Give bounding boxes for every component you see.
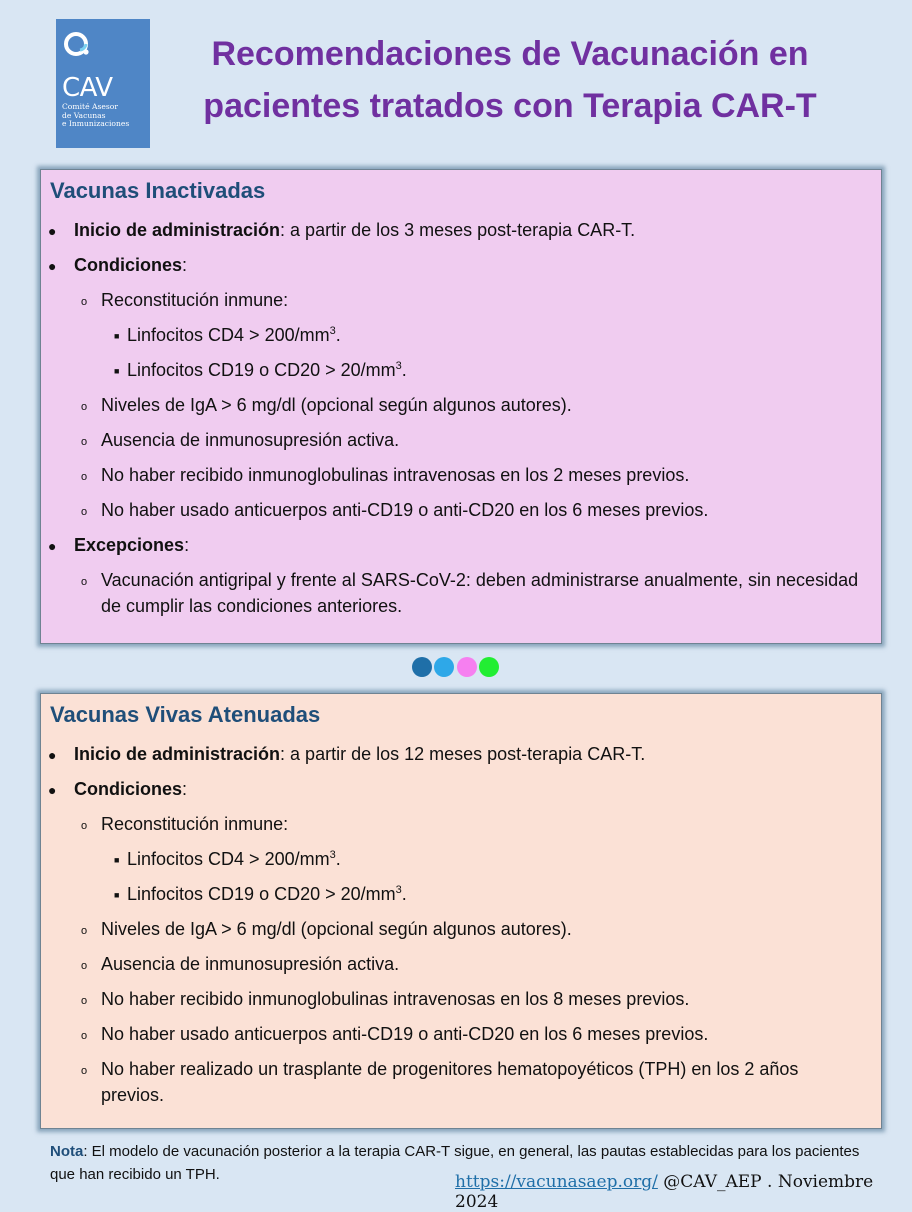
footer xyxy=(455,1172,912,1212)
list-item: o Vacunación antigripal y frente al SARS-CoV-2: deben administrarse anualmente, sin necesidad de cumplir las condiciones anteriores. xyxy=(81,570,859,616)
list-item: ● Excepciones: xyxy=(41,532,881,558)
list-item: o Reconstitución inmune: xyxy=(41,811,881,837)
logo-subtitle xyxy=(62,103,148,129)
bullet-circle-icon: o xyxy=(81,471,88,483)
footer-handle-date: @CAV_AEP . Noviembre 2024 xyxy=(455,1172,874,1212)
panel-heading-live: Vacunas Vivas Atenuadas xyxy=(50,702,321,727)
bullet-circle-icon: o xyxy=(81,1030,88,1042)
list-item: o No haber recibido inmunoglobulinas intravenosas en los 8 meses previos. xyxy=(41,986,881,1012)
list-item: o Reconstitución inmune: xyxy=(41,287,881,313)
cav-ring-icon xyxy=(62,29,96,63)
dot-icon xyxy=(457,657,477,677)
bullet-dot-icon: ● xyxy=(48,747,57,763)
bullet-dot-icon: ● xyxy=(48,258,57,274)
bullet-circle-icon: o xyxy=(81,925,88,937)
dot-icon xyxy=(479,657,499,677)
page-title-line1: Recomendaciones de Vacunación en xyxy=(211,35,809,73)
bullet-dot-icon: ● xyxy=(48,223,57,239)
list-item: o No haber recibido inmunoglobulinas intravenosas en los 2 meses previos. xyxy=(41,462,881,488)
list-item: ● Inicio de administración: a partir de los 3 meses post-terapia CAR-T. xyxy=(41,217,881,243)
page-title-line2: pacientes tratados con Terapia CAR-T xyxy=(203,87,817,125)
list-item: ■ Linfocitos CD19 o $CD20 > 20/mm^3$. xyxy=(41,881,881,907)
inactivated-list xyxy=(41,212,881,628)
dot-icon xyxy=(434,657,454,677)
bullet-circle-icon: o xyxy=(81,436,88,448)
list-item: ● Inicio de administración: a partir de los 12 meses post-terapia CAR-T. xyxy=(41,741,881,767)
list-item: ■ Linfocitos CD19 o $CD20 > 20/mm^3$. xyxy=(41,357,881,383)
bullet-circle-icon: o xyxy=(81,960,88,972)
bullet-circle-icon: o xyxy=(81,1065,88,1077)
logo-subtitle-line: de Vacunas xyxy=(62,110,106,120)
logo-subtitle-line: e Inmunizaciones xyxy=(62,119,130,128)
page-title xyxy=(165,28,855,132)
bullet-circle-icon: o xyxy=(81,820,88,832)
list-item: o No haber usado anticuerpos anti-CD19 o anti-CD20 en los 6 meses previos. xyxy=(41,497,881,523)
footnote: Nota: El modelo de vacunación posterior a la terapia CAR-T sigue, en general, las pautas establecidas para los pacientes que han recibido un TPH. xyxy=(50,1143,860,1183)
bullet-square-icon: ■ xyxy=(114,331,120,341)
bullet-square-icon: ■ xyxy=(114,890,120,900)
bullet-circle-icon: o xyxy=(81,576,88,588)
decorative-dots xyxy=(412,657,497,682)
list-item: ● Condiciones: xyxy=(41,252,881,278)
live-vaccines-panel xyxy=(40,693,882,1129)
list-item: o Ausencia de inmunosupresión activa. xyxy=(41,951,881,977)
bullet-dot-icon: ● xyxy=(48,782,57,798)
bullet-circle-icon: o xyxy=(81,296,88,308)
list-item: o No haber realizado un trasplante de progenitores hematopoyéticos (TPH) en los 2 años previos. xyxy=(81,1059,799,1105)
bullet-dot-icon: ● xyxy=(48,538,57,554)
live-list xyxy=(41,736,881,1117)
bullet-circle-icon: o xyxy=(81,995,88,1007)
bullet-square-icon: ■ xyxy=(114,855,120,865)
bullet-square-icon: ■ xyxy=(114,366,120,376)
list-item: ● Condiciones: xyxy=(41,776,881,802)
list-item: o Niveles de IgA > 6 mg/dl (opcional según algunos autores). xyxy=(41,392,881,418)
panel-heading-inactivated: Vacunas Inactivadas xyxy=(50,178,266,203)
inactivated-vaccines-panel xyxy=(40,169,882,644)
list-item: o Ausencia de inmunosupresión activa. xyxy=(41,427,881,453)
list-item: ■ Linfocitos $CD4 > 200/mm^3$. xyxy=(41,322,881,348)
list-item: ■ Linfocitos $CD4 > 200/mm^3$. xyxy=(41,846,881,872)
logo-name: CAV xyxy=(62,73,113,103)
list-item: o No haber usado anticuerpos anti-CD19 o anti-CD20 en los 6 meses previos. xyxy=(41,1021,881,1047)
logo-subtitle-line: Comité Asesor xyxy=(62,102,118,111)
cav-logo xyxy=(56,19,150,148)
website-link[interactable]: https://vacunasaep.org/ xyxy=(455,1172,658,1192)
bullet-circle-icon: o xyxy=(81,401,88,413)
dot-icon xyxy=(412,657,432,677)
bullet-circle-icon: o xyxy=(81,506,88,518)
list-item: o Niveles de IgA > 6 mg/dl (opcional según algunos autores). xyxy=(41,916,881,942)
